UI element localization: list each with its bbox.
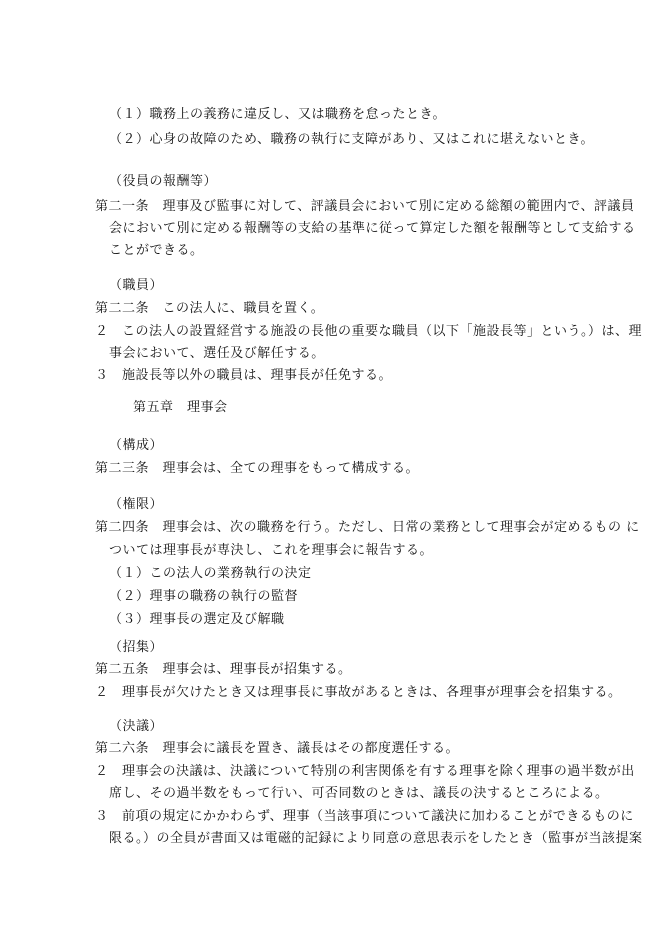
article24-item1: （１）この法人の業務執行の決定 xyxy=(109,566,312,581)
article26-p2-line1: ２ 理事会の決議は、決議について特別の利害関係を有する理事を除く理事の過半数が出 xyxy=(95,764,635,779)
heading-authority: （権限） xyxy=(109,497,164,512)
article26-p3-line2: 限る。）の全員が書面又は電磁的記録により同意の意思表示をしたとき（監事が当該提案 xyxy=(109,831,643,846)
heading-convocation: （招集） xyxy=(109,640,164,655)
article26-line1: 第二六条 理事会に議長を置き、議長はその都度選任する。 xyxy=(95,741,459,756)
heading-composition: （構成） xyxy=(109,438,164,453)
article24-item2: （２）理事の職務の執行の監督 xyxy=(109,589,299,604)
article21-item2: （２）心身の故障のため、職務の執行に支障があり、又はこれに堪えないとき。 xyxy=(109,132,594,147)
article24-item3: （３）理事長の選定及び解職 xyxy=(109,612,285,627)
article22-p3-line1: ３ 施設長等以外の職員は、理事長が任免する。 xyxy=(95,368,393,383)
article21-item1: （１）職務上の義務に違反し、又は職務を怠ったとき。 xyxy=(109,107,446,122)
article23-line1: 第二三条 理事会は、全ての理事をもって構成する。 xyxy=(95,461,420,476)
chapter-title: 第五章 理事会 xyxy=(133,400,228,415)
article24-line2: ついては理事長が専決し、これを理事会に報告する。 xyxy=(109,543,434,558)
heading-officer-remuneration: （役員の報酬等） xyxy=(109,174,218,189)
article21b-line1: 第二一条 理事及び監事に対して、評議員会において別に定める総額の範囲内で、評議員 xyxy=(95,199,635,214)
article21b-line2: 会において別に定める報酬等の支給の基準に従って算定した額を報酬等として支給する xyxy=(109,221,636,236)
heading-resolution: （決議） xyxy=(109,719,164,734)
article25-p2-line1: ２ 理事長が欠けたとき又は理事長に事故があるときは、各理事が理事会を招集する。 xyxy=(95,685,622,700)
article26-p2-line2: 席し、その過半数をもって行い、可否同数のときは、議長の決するところによる。 xyxy=(109,786,609,801)
article25-line1: 第二五条 理事会は、理事長が招集する。 xyxy=(95,662,352,677)
article24-line1: 第二四条 理事会は、次の職務を行う。ただし、日常の業務として理事会が定めるもの に xyxy=(95,520,640,535)
article22-p2-line1: ２ この法人の設置経営する施設の長他の重要な職員（以下「施設長等」という。）は、理 xyxy=(95,324,643,339)
article26-p3-line1: ３ 前項の規定にかかわらず、理事（当該事項について議決に加わることができるものに xyxy=(95,809,634,824)
article21b-line3: ことができる。 xyxy=(109,243,204,258)
article22-line1: 第二二条 この法人に、職員を置く。 xyxy=(95,301,325,316)
article22-p2-line2: 事会において、選任及び解任する。 xyxy=(109,346,325,361)
heading-staff: （職員） xyxy=(109,278,164,293)
